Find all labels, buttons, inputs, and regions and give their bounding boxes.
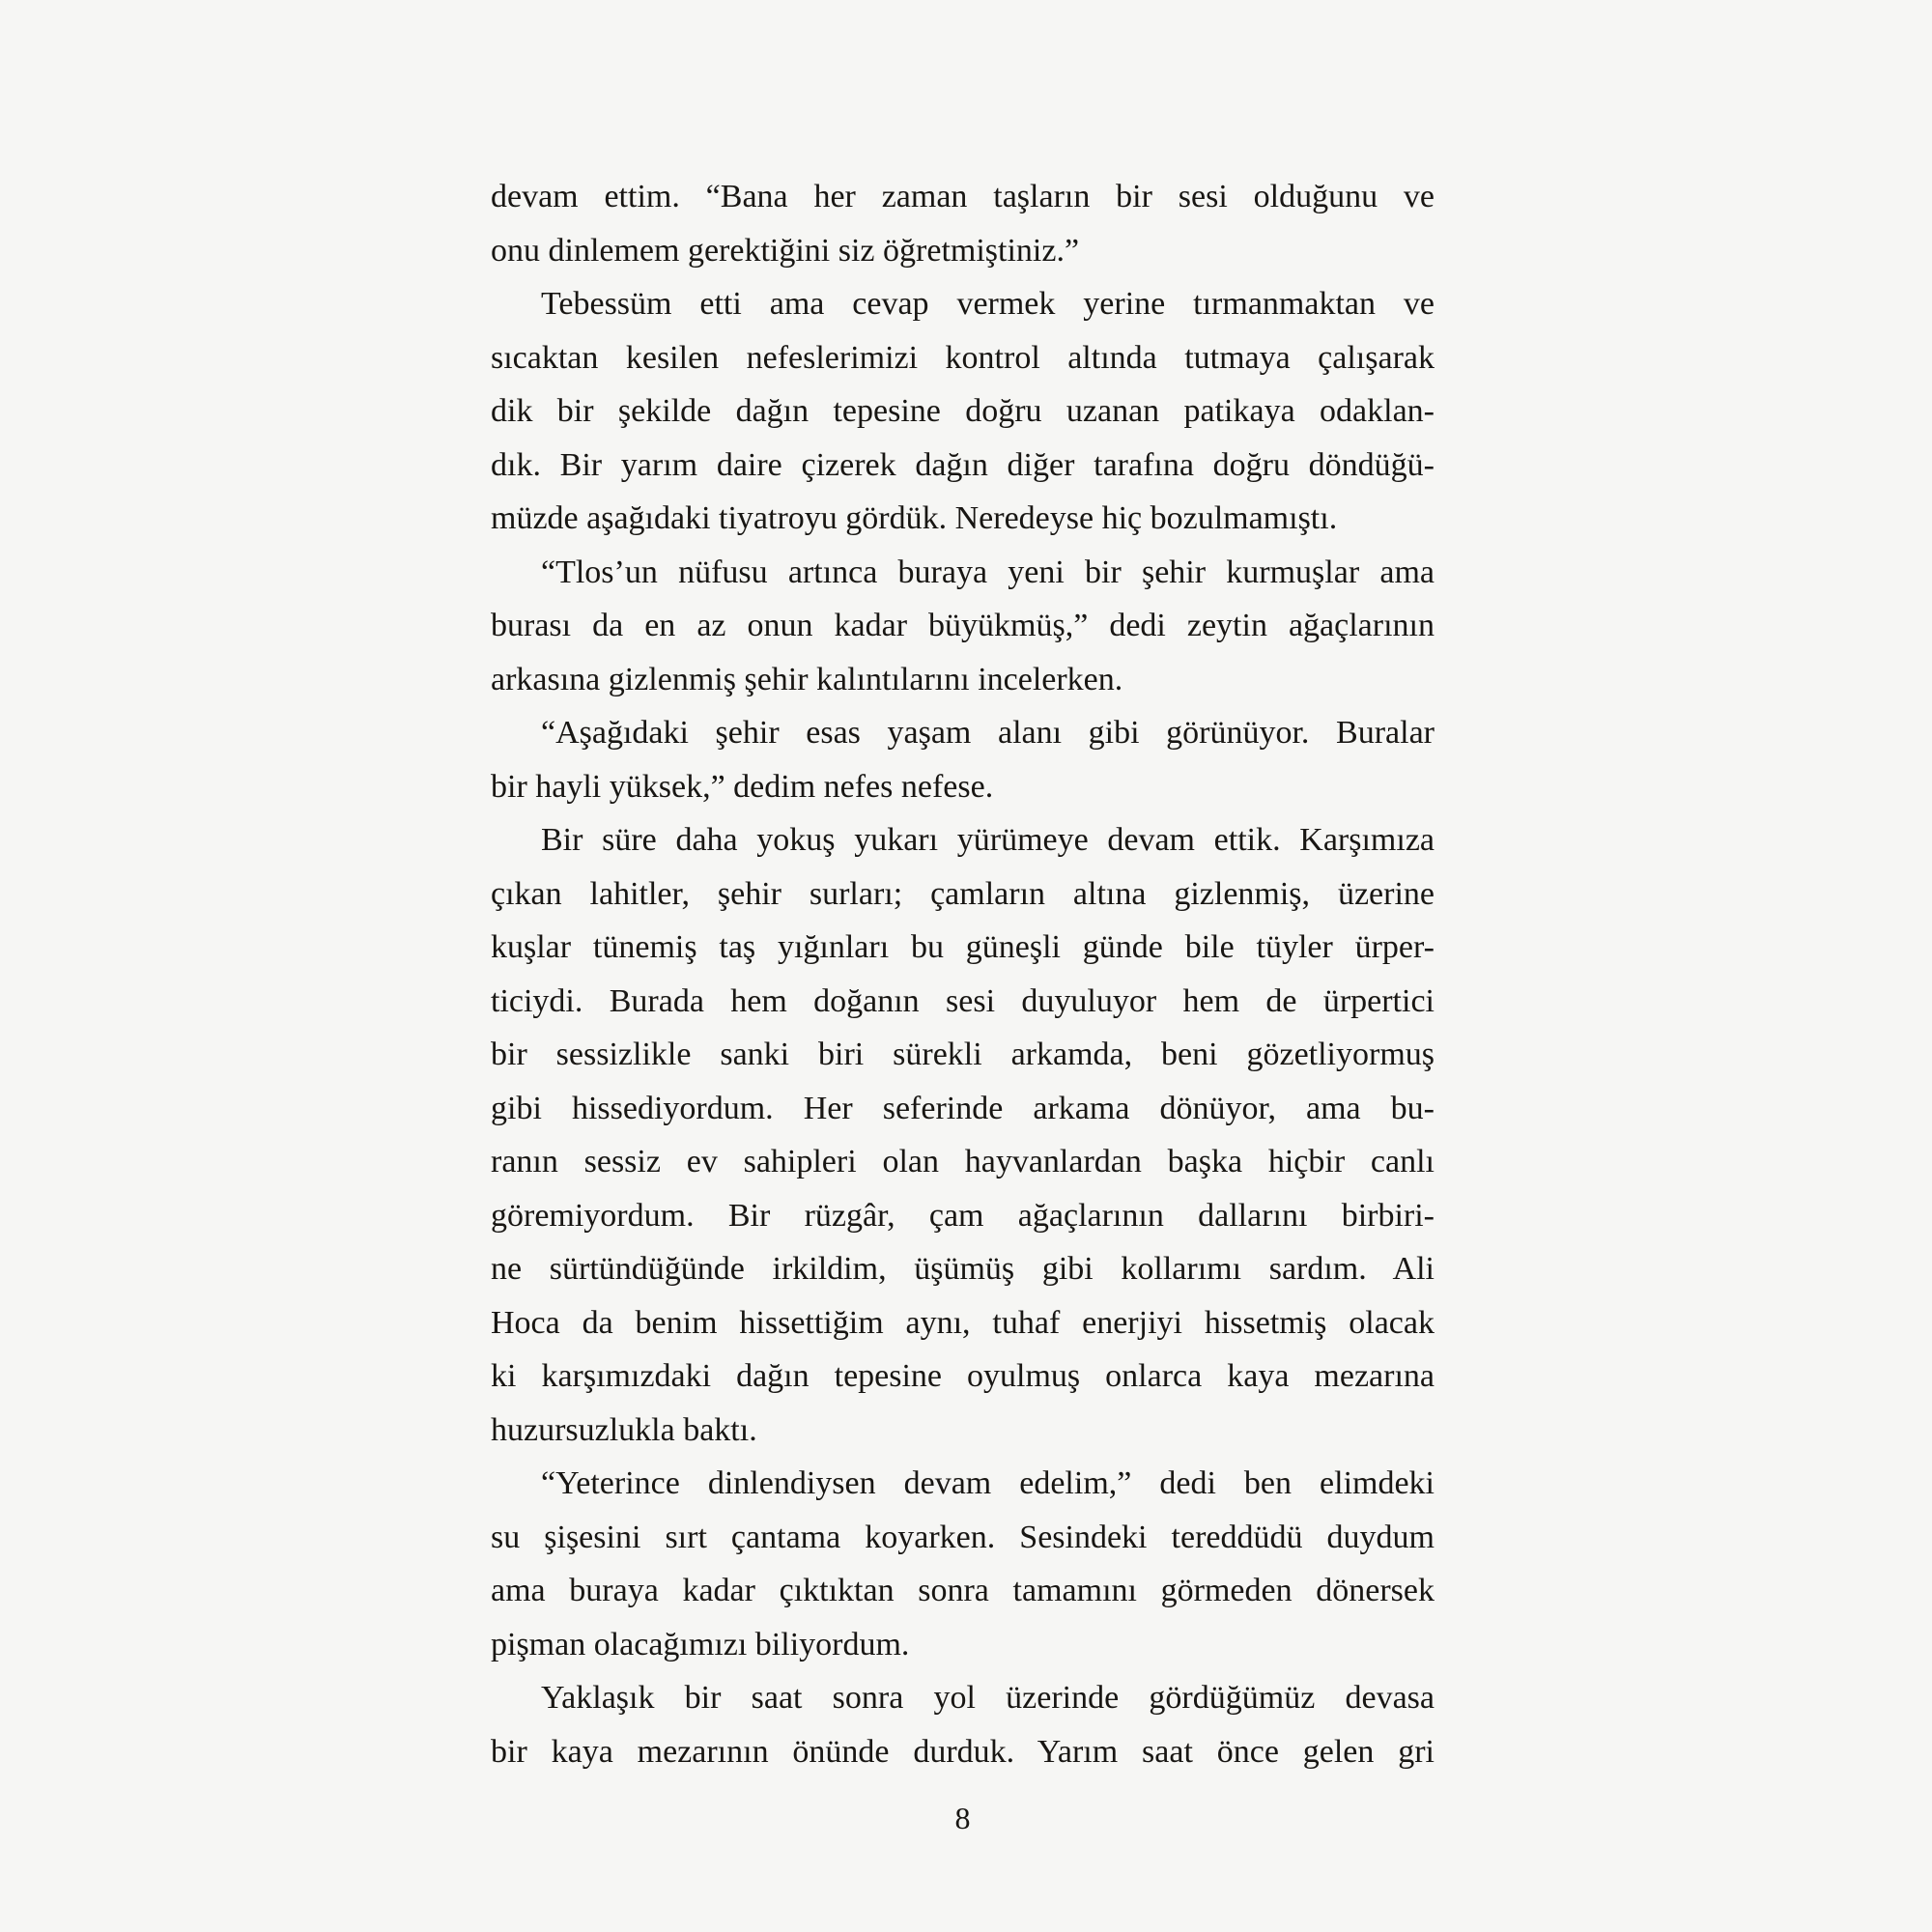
text-line: Tebessüm etti ama cevap vermek yerine tırmanmaktan ve [541,286,1435,322]
text-line: göremiyordum. Bir rüzgâr, çam ağaçlarının dallarını birbiri- [491,1197,1435,1234]
text-line: “Tlos’un nüfusu artınca buraya yeni bir şehir kurmuşlar ama [541,554,1435,590]
text-line: çıkan lahitler, şehir surları; çamların altına gizlenmiş, üzerine [491,875,1435,912]
text-line: pişman olacağımızı biliyordum. [491,1626,910,1662]
text-line: ranın sessiz ev sahipleri olan hayvanlardan başka hiçbir canlı [491,1144,1435,1179]
text-line: ticiydi. Burada hem doğanın sesi duyuluyor hem de ürpertici [491,982,1435,1019]
body-text [491,170,1435,1778]
page-number: 8 [954,1801,971,1835]
text-line: Yaklaşık bir saat sonra yol üzerinde gördüğümüz devasa [541,1680,1435,1716]
text-line: bir hayli yüksek,” dedim nefes nefese. [491,768,994,805]
text-line: Bir süre daha yokuş yukarı yürümeye devam ettik. Karşımıza [541,822,1435,858]
text-line: huzursuzlukla baktı. [491,1411,757,1448]
text-line: ne sürtündüğünde irkildim, üşümüş gibi kollarımı sardım. Ali [491,1251,1435,1287]
text-line: bir sessizlikle sanki biri sürekli arkamda, beni gözetliyormuş [491,1037,1435,1072]
text-line: sıcaktan kesilen nefeslerimizi kontrol altında tutmaya çalışarak [491,339,1435,376]
text-line: Hoca da benim hissettiğim aynı, tuhaf enerjiyi hissetmiş olacak [491,1304,1435,1341]
text-line: burası da en az onun kadar büyükmüş,” dedi zeytin ağaçlarının [491,608,1435,643]
text-line: devam ettim. “Bana her zaman taşların bir sesi olduğunu ve [491,179,1435,214]
text-line: kuşlar tünemiş taş yığınları bu güneşli günde bile tüyler ürper- [491,929,1435,965]
text-line: ki karşımızdaki dağın tepesine oyulmuş onlarca kaya mezarına [491,1358,1435,1394]
text-line: dık. Bir yarım daire çizerek dağın diğer tarafına doğru döndüğü- [491,446,1435,483]
text-line: dik bir şekilde dağın tepesine doğru uzanan patikaya odaklan- [491,393,1435,429]
text-line: gibi hissediyordum. Her seferinde arkama dönüyor, ama bu- [491,1090,1435,1126]
text-line: bir kaya mezarının önünde durduk. Yarım saat önce gelen gri [491,1733,1435,1770]
text-line: ama buraya kadar çıktıktan sonra tamamını görmeden dönersek [491,1573,1435,1608]
text-line: arkasına gizlenmiş şehir kalıntılarını incelerken. [491,661,1123,697]
text-line: su şişesini sırt çantama koyarken. Sesindeki tereddüdü duydum [491,1519,1435,1555]
text-line: “Yeterince dinlendiysen devam edelim,” dedi ben elimdeki [541,1465,1435,1501]
text-line: onu dinlemem gerektiğini siz öğretmiştiniz.” [491,232,1080,269]
text-line: “Aşağıdaki şehir esas yaşam alanı gibi görünüyor. Buralar [541,715,1435,751]
text-line: müzde aşağıdaki tiyatroyu gördük. Neredeyse hiç bozulmamıştı. [491,500,1338,536]
